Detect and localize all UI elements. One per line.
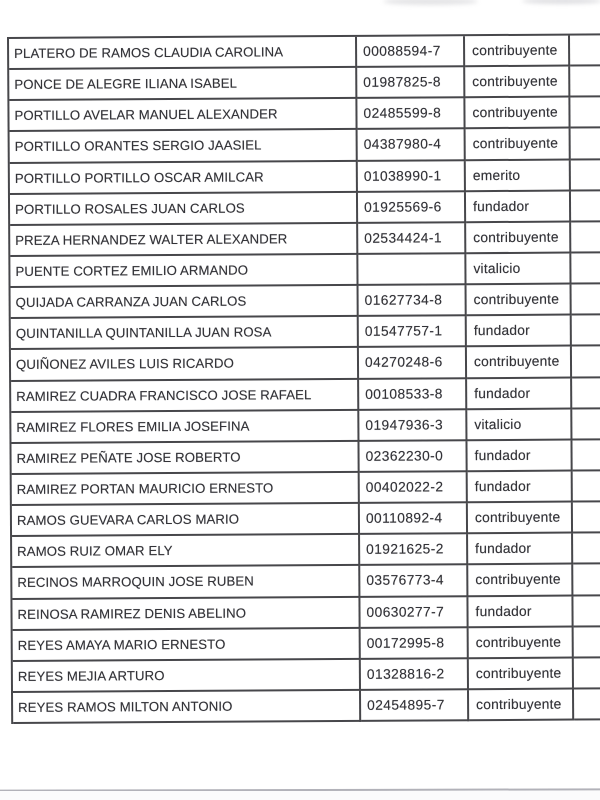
member-id-cell: 02534424-1 [358, 223, 466, 255]
member-name-cell: PLATERO DE RAMOS CLAUDIA CAROLINA [9, 37, 357, 70]
blank-cell [571, 222, 600, 253]
table-row [11, 440, 600, 475]
member-id-cell: 00108533-8 [359, 379, 467, 411]
member-name-cell: PORTILLO ROSALES JUAN CARLOS [10, 193, 358, 226]
member-type-cell: fundador [467, 440, 572, 472]
member-name-cell: PUENTE CORTEZ EMILIO ARMANDO [10, 255, 358, 288]
member-name-cell: RAMOS GUEVARA CARLOS MARIO [12, 504, 360, 537]
member-name-cell: REYES MEJIA ARTURO [13, 660, 361, 693]
blank-cell [571, 253, 600, 284]
member-type-cell: contribuyente [466, 222, 571, 254]
member-id-cell: 01921625-2 [360, 534, 468, 566]
table-row [12, 565, 600, 600]
table-row [9, 66, 600, 101]
member-type-cell: contribuyente [465, 98, 570, 130]
table-row [10, 253, 600, 288]
member-name-cell: RAMIREZ CUADRA FRANCISCO JOSE RAFAEL [11, 379, 359, 412]
table-row [12, 596, 600, 631]
member-name-cell: QUINTANILLA QUINTANILLA JUAN ROSA [11, 317, 359, 350]
member-id-cell: 01328816-2 [361, 659, 469, 691]
scan-smudge [383, 0, 478, 5]
member-type-cell: contribuyente [469, 627, 574, 659]
member-id-cell: 00110892-4 [360, 503, 468, 535]
member-name-cell: PONCE DE ALEGRE ILIANA ISABEL [9, 68, 357, 101]
member-id-cell: 00402022-2 [360, 472, 468, 504]
page-edge-shadow [0, 791, 600, 800]
blank-cell [571, 160, 600, 191]
blank-cell [571, 191, 600, 222]
member-type-cell: contribuyente [467, 285, 572, 317]
member-id-cell: 03576773-4 [360, 566, 468, 598]
member-id-cell: 02362230-0 [359, 441, 467, 473]
blank-cell [573, 596, 600, 627]
blank-cell [570, 66, 600, 97]
member-name-cell: REYES AMAYA MARIO ERNESTO [13, 629, 361, 662]
member-type-cell: contribuyente [468, 565, 573, 597]
member-type-cell: emerito [466, 160, 571, 192]
member-type-cell: fundador [468, 472, 573, 504]
blank-cell [574, 658, 600, 689]
table-row [13, 627, 600, 662]
member-name-cell: REYES RAMOS MILTON ANTONIO [13, 691, 361, 724]
blank-cell [572, 284, 600, 315]
member-id-cell: 00088594-7 [357, 36, 465, 68]
table-row [10, 129, 600, 164]
member-id-cell: 01947936-3 [359, 410, 467, 442]
table-row [13, 658, 600, 693]
blank-cell [572, 409, 600, 440]
table-row [12, 502, 600, 537]
table-row [11, 378, 600, 413]
member-id-cell: 04387980-4 [358, 130, 466, 162]
blank-cell [573, 502, 600, 533]
table-row [13, 689, 600, 724]
blank-cell [572, 347, 600, 378]
blank-cell [571, 129, 600, 160]
table-row [12, 533, 600, 568]
member-type-cell: contribuyente [465, 67, 570, 99]
member-type-cell: contribuyente [469, 658, 574, 690]
member-id-cell: 01038990-1 [358, 161, 466, 193]
member-id-cell: 04270248-6 [359, 348, 467, 380]
member-id-cell: 01547757-1 [359, 316, 467, 348]
table-row [10, 222, 600, 257]
member-type-cell: vitalicio [466, 254, 571, 286]
table-row [11, 347, 600, 382]
member-type-cell: contribuyente [468, 503, 573, 535]
blank-cell [572, 378, 600, 409]
member-type-cell: contribuyente [465, 36, 570, 68]
member-name-cell: QUIJADA CARRANZA JUAN CARLOS [11, 286, 359, 319]
member-type-cell: vitalicio [467, 409, 572, 441]
member-type-cell: fundador [466, 191, 571, 223]
blank-cell [573, 565, 600, 596]
member-id-cell: 01925569-6 [358, 192, 466, 224]
member-type-cell: fundador [468, 534, 573, 566]
member-type-cell: contribuyente [469, 690, 574, 722]
member-name-cell: RECINOS MARROQUIN JOSE RUBEN [12, 566, 360, 599]
member-name-cell: RAMIREZ PORTAN MAURICIO ERNESTO [12, 473, 360, 506]
table-row [10, 191, 600, 226]
blank-cell [573, 533, 600, 564]
table-row [10, 160, 600, 195]
member-name-cell: RAMIREZ PEÑATE JOSE ROBERTO [11, 442, 359, 475]
member-id-cell: 01627734-8 [359, 285, 467, 317]
member-id-cell: 01987825-8 [357, 67, 465, 99]
member-id-cell: 02454895-7 [361, 690, 469, 722]
member-id-cell: 02485599-8 [357, 98, 465, 130]
blank-cell [572, 440, 600, 471]
member-id-cell [358, 254, 466, 286]
member-name-cell: PREZA HERNANDEZ WALTER ALEXANDER [10, 224, 358, 257]
blank-cell [573, 471, 600, 502]
member-name-cell: RAMIREZ FLORES EMILIA JOSEFINA [11, 411, 359, 444]
blank-cell [572, 316, 600, 347]
member-name-cell: RAMOS RUIZ OMAR ELY [12, 535, 360, 568]
table-row [9, 98, 600, 133]
member-id-cell: 00172995-8 [361, 628, 469, 660]
blank-cell [570, 35, 600, 66]
member-type-cell: contribuyente [467, 347, 572, 379]
scan-smudge [522, 0, 600, 4]
member-name-cell: QUIÑONEZ AVILES LUIS RICARDO [11, 348, 359, 381]
member-type-cell: fundador [468, 596, 573, 628]
table-row [12, 471, 600, 506]
member-type-cell: contribuyente [466, 129, 571, 161]
member-name-cell: PORTILLO ORANTES SERGIO JAASIEL [10, 130, 358, 163]
blank-cell [574, 689, 600, 720]
table-row [11, 316, 600, 351]
table-row [11, 409, 600, 444]
table-row [11, 284, 600, 319]
member-name-cell: PORTILLO AVELAR MANUEL ALEXANDER [9, 99, 357, 132]
member-table [7, 33, 600, 724]
table-row [9, 35, 600, 70]
member-name-cell: PORTILLO PORTILLO OSCAR AMILCAR [10, 161, 358, 194]
blank-cell [574, 627, 600, 658]
member-id-cell: 00630277-7 [360, 597, 468, 629]
member-type-cell: fundador [467, 316, 572, 348]
member-type-cell: fundador [467, 378, 572, 410]
blank-cell [570, 98, 600, 129]
member-name-cell: REINOSA RAMIREZ DENIS ABELINO [12, 597, 360, 630]
